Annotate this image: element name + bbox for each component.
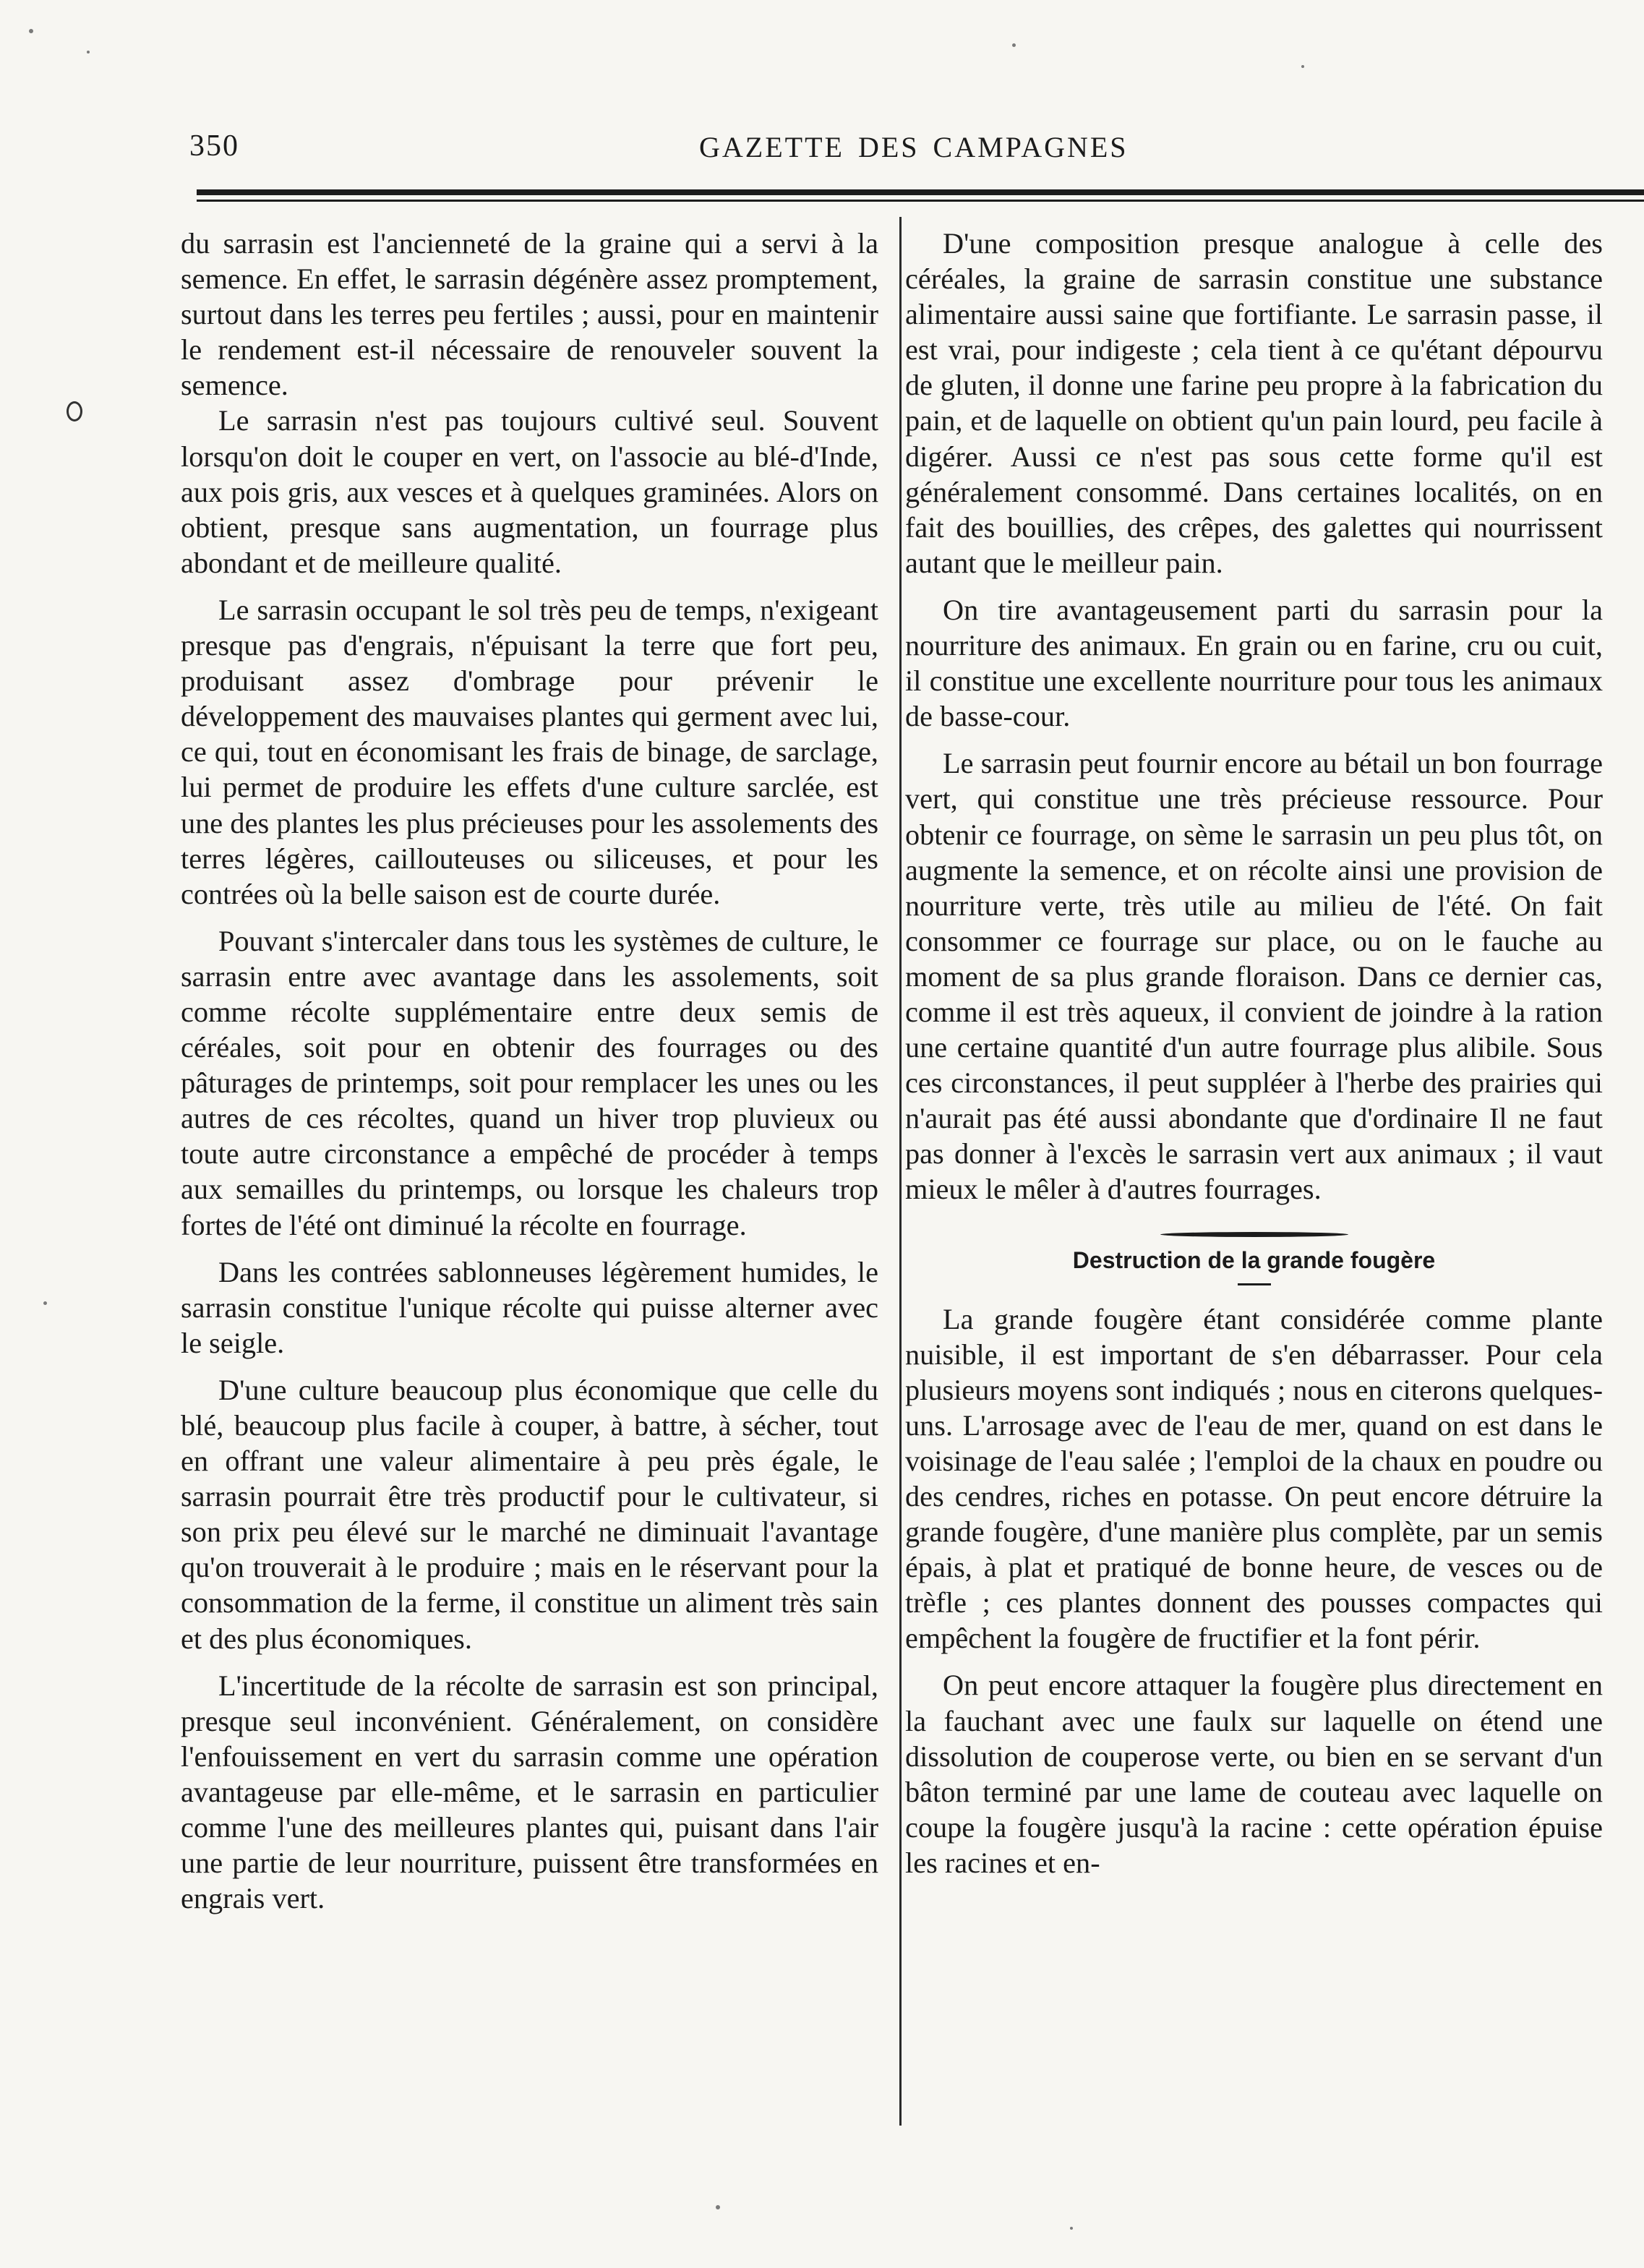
paragraph: La grande fougère étant considérée comme plante nuisible, il est important de s'en débarrasser. Pour cela plusieurs moyens sont indiqués ; nous en citerons quelques-uns. L'arrosage avec de l'eau de mer, quand on est dans le voisinage de l'eau salée ; l'emploi de la chaux en poudre ou des cendres, riches en potasse. On peut encore détruire la grande fougère, d'une manière plus complète, par un semis épais, à plat et pratiqué de bonne heure, de vesces ou de trèfle ; ces plantes donnent des pousses compactes qui empêchent la fougère de fructifier et la font périr.	[905, 1302, 1603, 1655]
scan-speck	[87, 51, 90, 54]
paragraph: Pouvant s'intercaler dans tous les systèmes de culture, le sarrasin entre avec avantage dans les assolements, soit comme récolte supplémentaire entre deux semis de céréales, soit pour en obtenir des fourrages ou des pâturages de printemps, soit pour remplacer les unes ou les autres de ces récoltes, quand un hiver trop pluvieux ou toute autre circonstance a empêché de procéder à temps aux semailles du printemps, ou lorsque les chaleurs trop fortes de l'été ont diminué la récolte en fourrage.	[181, 924, 878, 1241]
left-column	[181, 226, 878, 1916]
scan-speck	[716, 2205, 720, 2209]
scan-speck	[43, 1301, 47, 1305]
paragraph: On peut encore attaquer la fougère plus directement en la fauchant avec une faulx sur laquelle on étend une dissolution de couperose verte, ou bien en se servant d'un bâton terminé par une lame de couteau avec laquelle on coupe la fougère jusqu'à la racine : cette opération épuise les racines et en-	[905, 1669, 1603, 1879]
margin-mark	[67, 401, 82, 421]
running-title: GAZETTE DES CAMPAGNES	[699, 131, 1129, 163]
scan-speck	[1012, 43, 1016, 47]
scan-speck	[1301, 65, 1304, 68]
paragraph: L'incertitude de la récolte de sarrasin est son principal, presque seul inconvénient. Généralement, on considère l'enfouissement en vert du sarrasin comme une opération avantageuse par elle-même, et le sarrasin en particulier comme l'une des meilleures plantes qui, puisant dans l'air une partie de leur nourriture, puissent être transformées en engrais vert.	[181, 1669, 878, 1915]
scan-speck	[29, 29, 33, 33]
paragraph: Le sarrasin peut fournir encore au bétail un bon fourrage vert, qui constitue une très précieuse ressource. Pour obtenir ce fourrage, on sème le sarrasin un peu plus tôt, on augmente la semence, et on récolte ainsi une provision de nourriture verte, très utile au milieu de l'été. On fait consommer ce fourrage sur place, ou on le fauche au moment de sa plus grande floraison. Dans ce dernier cas, comme il est très aqueux, il convient de joindre à la ration une certaine quantité d'un autre fourrage plus alibile. Sous ces circonstances, il peut suppléer à l'herbe des prairies qui n'aurait pas été aussi abondante que d'ordinaire Il ne faut pas donner à l'excès le sarrasin vert aux animaux ; il vaut mieux le mêler à d'autres fourrages.	[905, 747, 1603, 1206]
section-ornament-rule	[1160, 1232, 1348, 1237]
scan-speck	[1070, 2227, 1073, 2230]
section-heading: Destruction de la grande fougère	[1072, 1246, 1436, 1273]
right-column	[905, 226, 1603, 1880]
paragraph: du sarrasin est l'ancienneté de la graine qui a servi à la semence. En effet, le sarrasin dégénère assez promptement, surtout dans les terres peu fertiles ; aussi, pour en maintenir le rendement est-il nécessaire de renouveler souvent la semence.	[181, 227, 878, 402]
section-short-rule	[1238, 1283, 1271, 1285]
page-header	[189, 124, 1630, 168]
header-rule-thin	[197, 200, 1644, 202]
paragraph: Le sarrasin n'est pas toujours cultivé seul. Souvent lorsqu'on doit le couper en vert, on l'associe au blé-d'Inde, aux pois gris, aux vesces et à quelques graminées. Alors on obtient, presque sans augmentation, un fourrage plus abondant et de meilleure qualité.	[181, 404, 878, 579]
paragraph: On tire avantageusement parti du sarrasin pour la nourriture des animaux. En grain ou en farine, cru ou cuit, il constitue une excellente nourriture pour tous les animaux de basse-cour.	[905, 593, 1603, 733]
paragraph: D'une composition presque analogue à celle des céréales, la graine de sarrasin constitue une substance alimentaire aussi saine que fortifiante. Le sarrasin passe, il est vrai, pour indigeste ; cela tient à ce qu'étant dépourvu de gluten, il donne une farine peu propre à la fabrication du pain, et de laquelle on obtient qu'un pain lourd, peu facile à digérer. Aussi ce n'est pas sous cette forme qu'il est généralement consommé. Dans certaines localités, on en fait des bouillies, des crêpes, des galettes qui nourrissent autant que le meilleur pain.	[905, 227, 1603, 579]
page-number: 350	[189, 129, 239, 163]
paragraph: Dans les contrées sablonneuses légèrement humides, le sarrasin constitue l'unique récolte qui puisse alterner avec le seigle.	[181, 1255, 878, 1359]
column-divider	[899, 217, 902, 2126]
header-rule-thick	[197, 189, 1644, 195]
paragraph: Le sarrasin occupant le sol très peu de temps, n'exigeant presque pas d'engrais, n'épuisant la terre que fort peu, produisant assez d'ombrage pour prévenir le développement des mauvaises plantes qui germent avec lui, ce qui, tout en économisant les frais de binage, de sarclage, lui permet de produire les effets d'une culture sarclée, est une des plantes les plus précieuses pour les assolements des terres légères, caillouteuses ou siliceuses, et pour les contrées où la belle saison est de courte durée.	[181, 593, 878, 910]
paragraph: D'une culture beaucoup plus économique que celle du blé, beaucoup plus facile à couper, à battre, à sécher, tout en offrant une valeur alimentaire à peu près égale, le sarrasin pourrait être très productif pour le cultivateur, si son prix peu élevé sur le marché ne diminuait l'avantage qu'on trouverait à le produire ; mais en le réservant pour la consommation de la ferme, il constitue un aliment très sain et des plus économiques.	[181, 1373, 878, 1655]
